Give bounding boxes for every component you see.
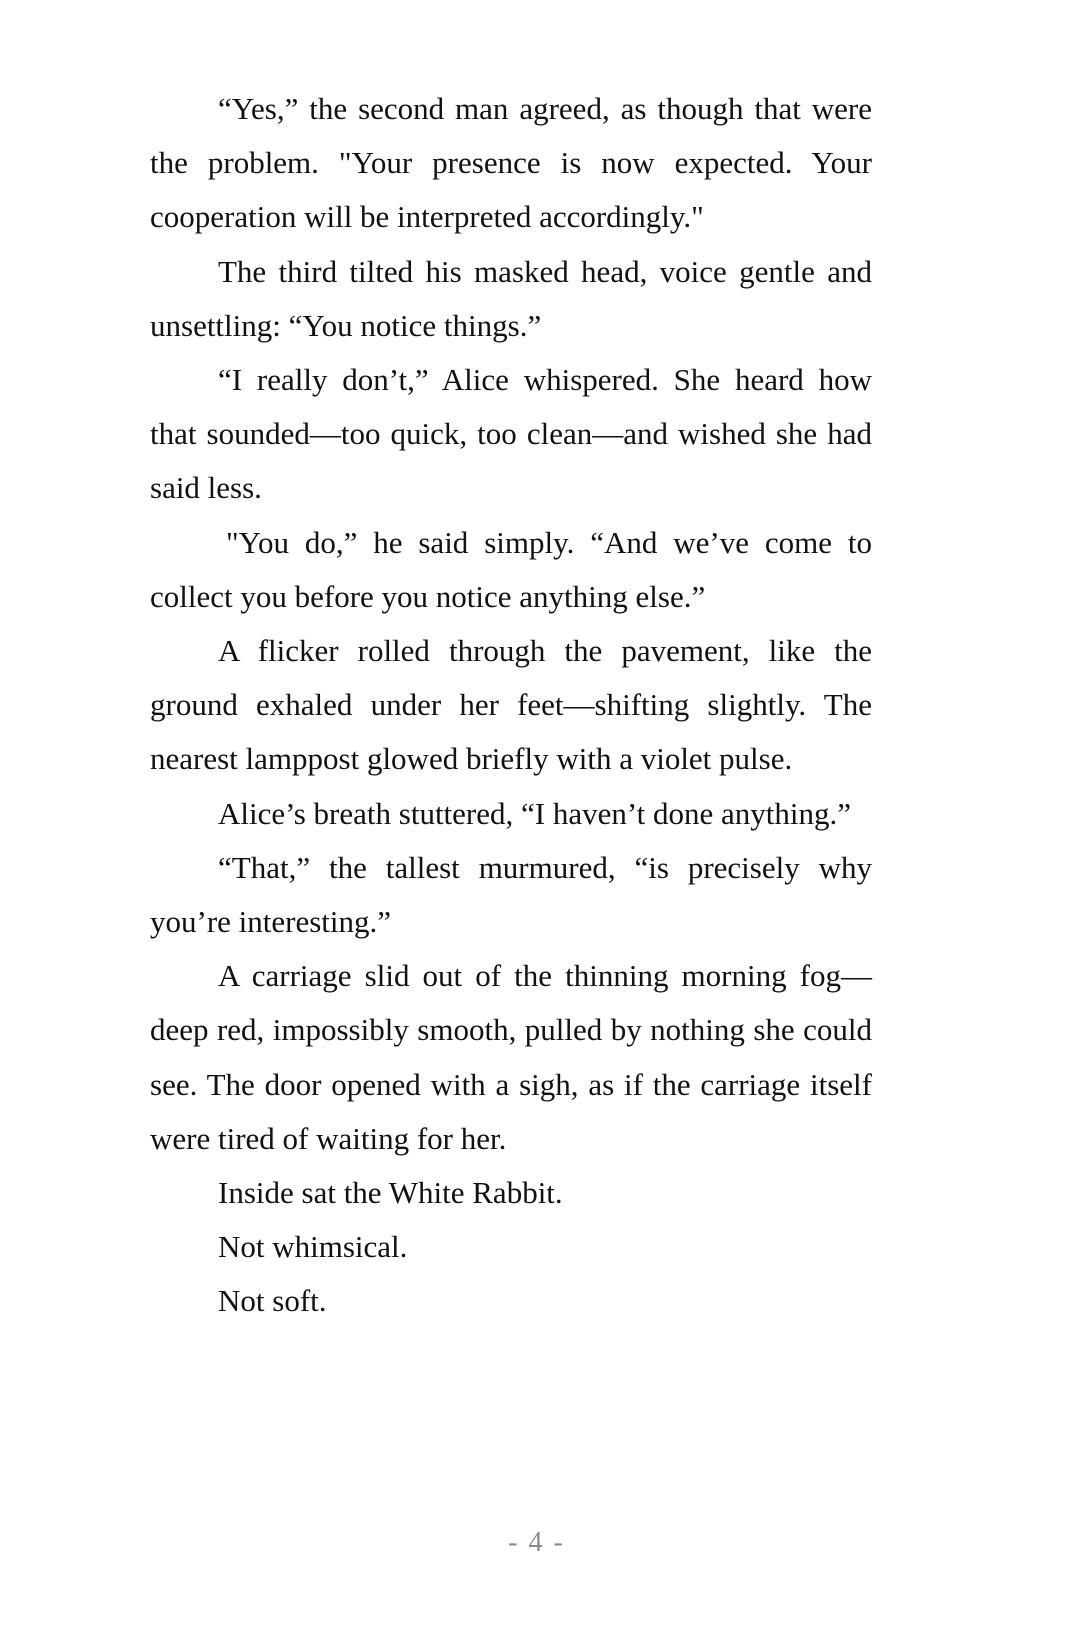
page-number: - 4 - — [508, 1527, 565, 1558]
paragraph-2: The third tilted his masked head, voice gentle and unsettling: “You notice things.” — [150, 253, 872, 343]
paragraph-10: Not whimsical. — [218, 1229, 408, 1265]
body-text — [150, 82, 872, 1329]
paragraph-3: “I really don’t,” Alice whispered. She heard how that sounded—too quick, too clean—and wished she had said less. — [150, 362, 872, 506]
paragraph-9: Inside sat the White Rabbit. — [218, 1175, 563, 1211]
paragraph-7: “That,” the tallest murmured, “is precisely why you’re interesting.” — [150, 849, 872, 940]
paragraph-1: “Yes,” the second man agreed, as though that were the problem. "Your presence is now expected. Your cooperation will be interpreted accordingly." — [150, 91, 872, 235]
paragraph-8: A carriage slid out of the thinning morning fog—deep red, impossibly smooth, pulled by nothing she could see. The door opened with a sigh, as if the carriage itself were tired of waiting for her. — [150, 958, 872, 1156]
paragraph-5: A flicker rolled through the pavement, like the ground exhaled under her feet—shifting slightly. The nearest lamppost glowed briefly with a violet pulse. — [150, 633, 872, 777]
paragraph-6: Alice’s breath stuttered, “I haven’t done anything.” — [218, 795, 851, 831]
paragraph-11: Not soft. — [218, 1283, 327, 1319]
paragraph-4: "You do,” he said simply. “And we’ve come to collect you before you notice anything else.” — [150, 524, 872, 614]
